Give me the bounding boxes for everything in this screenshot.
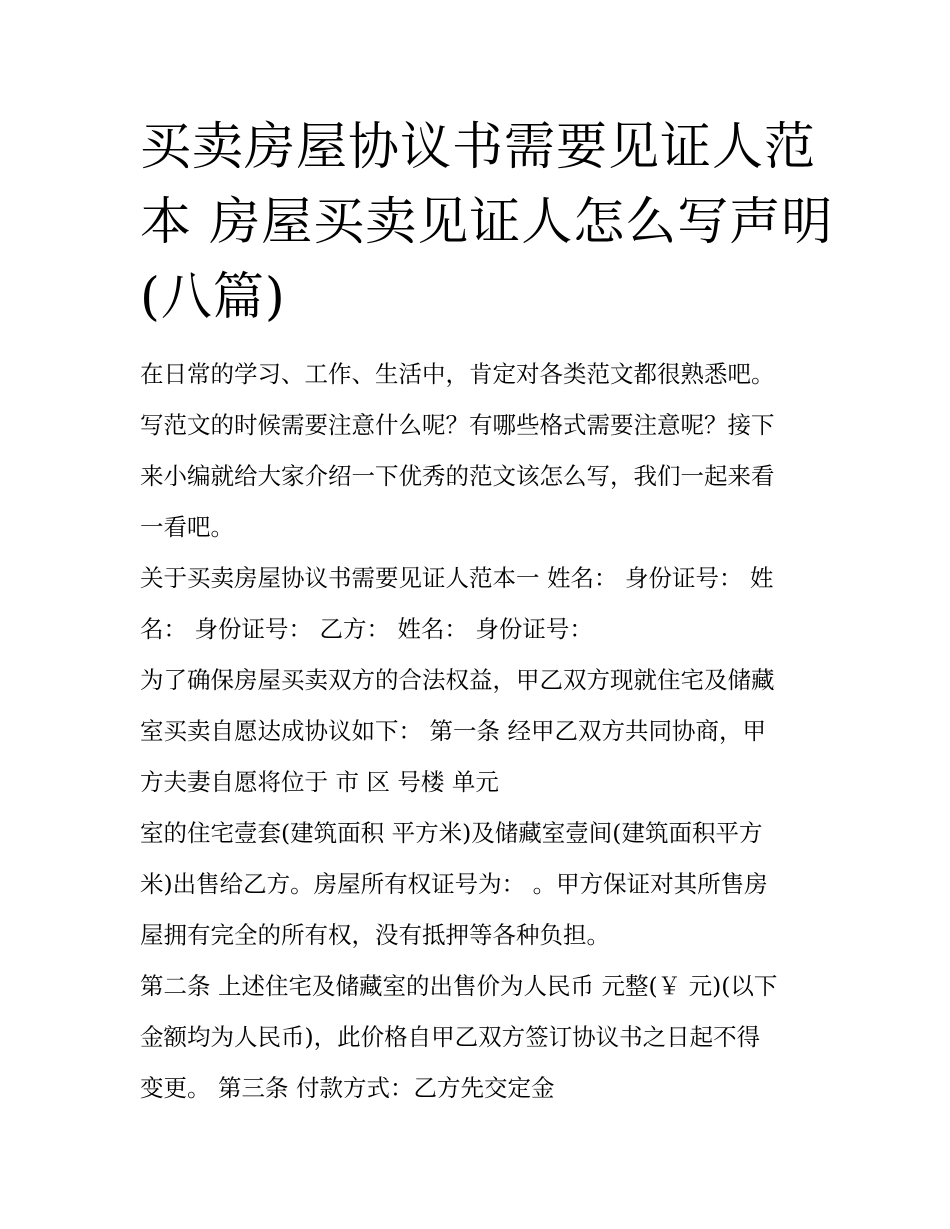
title-line: 买卖房屋协议书需要见证人范 <box>140 118 817 177</box>
text-line: 在日常的学习、工作、生活中，肯定对各类范文都很熟悉吧。 <box>140 360 775 388</box>
text-line: 屋拥有完全的所有权，没有抵押等各种负担。 <box>140 921 610 949</box>
document-page <box>140 110 834 1114</box>
title-line: (八篇) <box>140 268 286 327</box>
text-line: 米)出售给乙方。房屋所有权证号为： 。甲方保证对其所售房 <box>140 870 768 898</box>
text-line: 来小编就给大家介绍一下优秀的范文该怎么写，我们一起来看 <box>140 462 775 490</box>
text-line: 关于买卖房屋协议书需要见证人范本一 姓名： 身份证号： 姓 <box>140 564 774 592</box>
paragraph-intro <box>140 349 812 553</box>
text-line: 室买卖自愿达成协议如下： 第一条 经甲乙双方共同协商，甲 <box>140 717 766 745</box>
text-line: 金额均为人民币)，此价格自甲乙双方签订协议书之日起不得 <box>140 1023 761 1051</box>
text-line: 写范文的时候需要注意什么呢？有哪些格式需要注意呢？接下 <box>140 411 775 439</box>
text-line: 名： 身份证号： 乙方： 姓名： 身份证号： <box>140 615 593 643</box>
text-line: 一看吧。 <box>140 513 234 541</box>
text-line: 第二条 上述住宅及储藏室的出售价为人民币 元整(￥ 元)(以下 <box>140 972 778 1000</box>
paragraph-article-one <box>140 655 812 808</box>
paragraph-property-details <box>140 808 812 961</box>
title-line: 本 房屋买卖见证人怎么写声明 <box>140 193 834 252</box>
document-title <box>140 110 834 335</box>
text-line: 方夫妻自愿将位于 市 区 号楼 单元 <box>140 768 499 796</box>
document-body <box>140 349 812 1114</box>
paragraph-article-two <box>140 961 812 1114</box>
text-line: 为了确保房屋买卖双方的合法权益，甲乙双方现就住宅及储藏 <box>140 666 775 694</box>
text-line: 变更。 第三条 付款方式：乙方先交定金 <box>140 1074 555 1102</box>
paragraph-parties <box>140 553 812 655</box>
text-line: 室的住宅壹套(建筑面积 平方米)及储藏室壹间(建筑面积平方 <box>140 819 763 847</box>
